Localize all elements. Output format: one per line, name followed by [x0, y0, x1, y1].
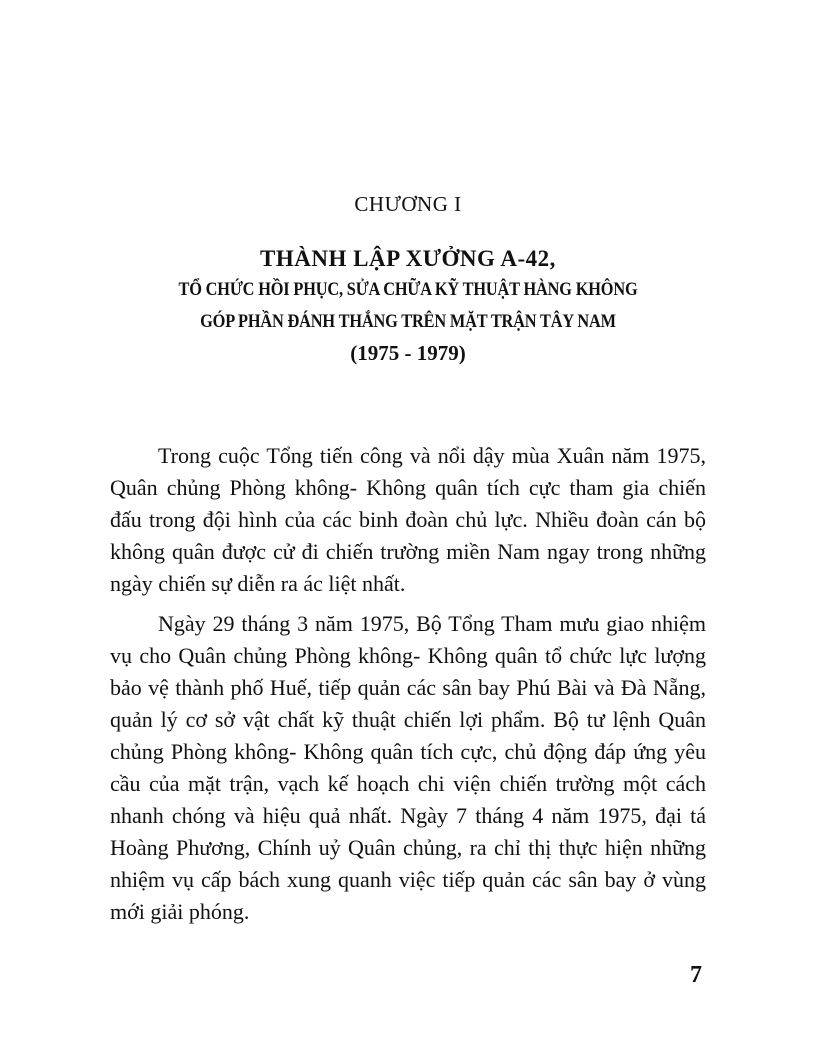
paragraph-1: Trong cuộc Tổng tiến công và nổi dậy mùa Xuân năm 1975, Quân chủng Phòng không- Không quân tích cực tham gia chiến đấu trong đội hình của các binh đoàn chủ lực. Nhiều đoàn cán bộ không quân được cử đi chiến trường miền Nam ngay trong những ngày chiến sự diễn ra ác liệt nhất.: [110, 443, 706, 596]
chapter-title-line-3: GÓP PHẦN ĐÁNH THẮNG TRÊN MẶT TRẬN TÂY NAM: [200, 311, 616, 332]
body-text: [110, 440, 706, 936]
chapter-title-years: (1975 - 1979): [350, 341, 466, 365]
page-number: 7: [690, 962, 702, 988]
chapter-title-line-2: TỔ CHỨC HỒI PHỤC, SỬA CHỮA KỸ THUẬT HÀNG KHÔNG: [178, 279, 638, 300]
chapter-label: CHƯƠNG I: [354, 192, 462, 216]
chapter-title-line-1: THÀNH LẬP XƯỞNG A-42,: [260, 246, 556, 271]
chapter-title: [100, 244, 716, 368]
paragraph-2: Ngày 29 tháng 3 năm 1975, Bộ Tổng Tham mưu giao nhiệm vụ cho Quân chủng Phòng không- Không quân tổ chức lực lượng bảo vệ thành phố Huế, tiếp quản các sân bay Phú Bài và Đà Nẵng, quản lý cơ sở vật chất kỹ thuật chiến lợi phẩm. Bộ tư lệnh Quân chủng Phòng không- Không quân tích cực, chủ động đáp ứng yêu cầu của mặt trận, vạch kế hoạch chi viện chiến trường một cách nhanh chóng và hiệu quả nhất. Ngày 7 tháng 4 năm 1975, đại tá Hoàng Phương, Chính uỷ Quân chủng, ra chỉ thị thực hiện những nhiệm vụ cấp bách xung quanh việc tiếp quản các sân bay ở vùng mới giải phóng.: [110, 611, 706, 924]
